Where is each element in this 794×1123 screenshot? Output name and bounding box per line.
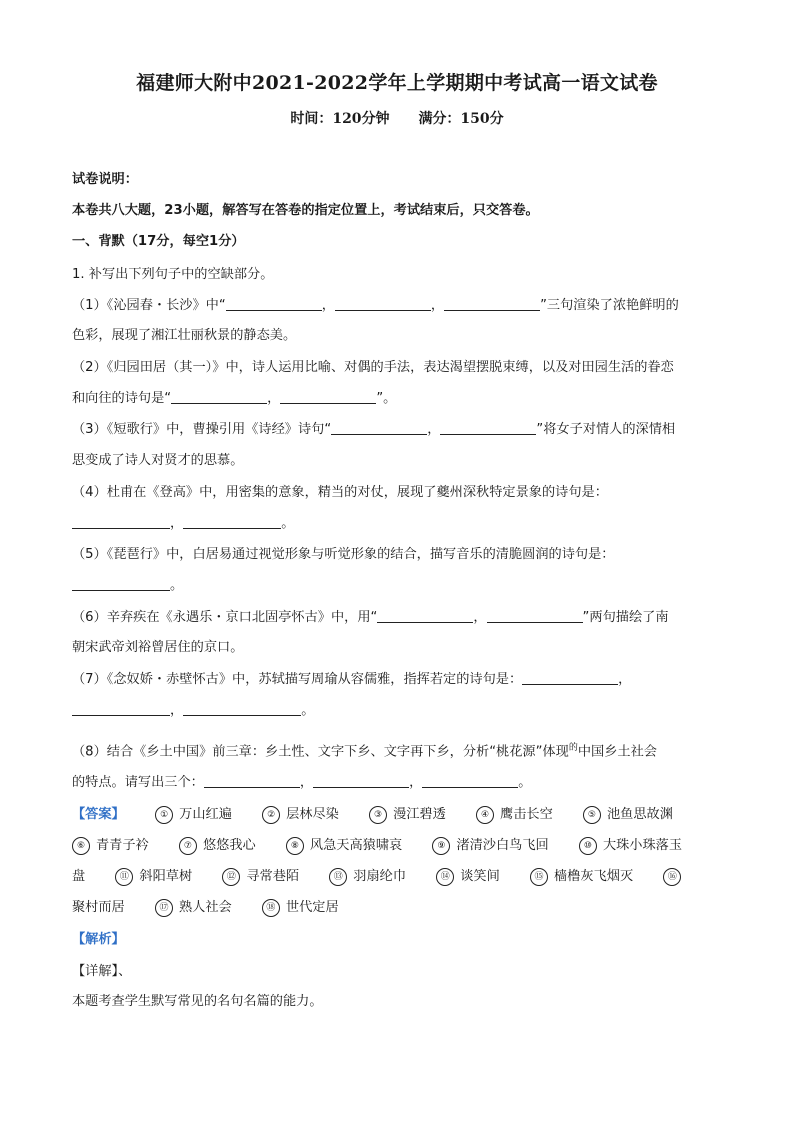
- circled-number: ⑥: [72, 837, 90, 855]
- circled-number: ⑪: [115, 868, 133, 886]
- circled-number: ④: [476, 806, 494, 824]
- answer-blank[interactable]: [313, 773, 409, 788]
- answer-blank[interactable]: [72, 514, 170, 529]
- answer-text: 寻常巷陌: [246, 869, 300, 884]
- page-title: 福建师大附中2021-2022学年上学期期中考试高一语文试卷: [136, 72, 658, 94]
- period: 。: [518, 775, 532, 790]
- intro-text: 本卷共八大题，23小题，解答写在答卷的指定位置上，考试结束后，只交答卷。: [72, 203, 539, 218]
- comma: ，: [170, 516, 184, 531]
- q1-part8-prompt-tail: 中国乡土社会: [577, 744, 657, 760]
- superscript-char: 的: [568, 743, 578, 753]
- answer-item: [179, 836, 256, 856]
- circled-number: ⑨: [432, 837, 450, 855]
- q1-part8-instruction: 的特点。请写出三个：: [72, 775, 204, 790]
- circled-number: ⑮: [530, 868, 548, 886]
- answer-blank[interactable]: [72, 576, 170, 591]
- answer-label: 【答案】: [72, 807, 125, 822]
- answer-text: 世代定居: [285, 900, 339, 915]
- q1-part6-prompt: （6）辛弃疾在《永遇乐・京口北固亭怀古》中，用“: [72, 610, 378, 625]
- q1-part8-line2: [72, 773, 531, 793]
- q1-part2-line2: [72, 389, 396, 409]
- q1-part5-line1: （5）《琵琶行》中，白居易通过视觉形象与听觉形象的结合，描写音乐的清脆圆润的诗句是：: [72, 547, 615, 562]
- q1-part6-line2: 朝宋武帝刘裕曾居住的京口。: [72, 640, 244, 655]
- period: 。: [301, 703, 315, 718]
- answer-blank[interactable]: [440, 420, 536, 435]
- answer-text: 羽扇纶巾: [353, 869, 407, 884]
- answer-item: [432, 836, 548, 856]
- answer-blank[interactable]: [422, 773, 518, 788]
- comma: ，: [170, 703, 184, 718]
- answer-blank[interactable]: [72, 701, 170, 716]
- q1-part2-prompt: 和向往的诗句是“: [72, 391, 172, 406]
- q1-part8-line1: [72, 738, 657, 762]
- answer-blank[interactable]: [183, 701, 301, 716]
- answer-item: [262, 805, 339, 825]
- answer-blank[interactable]: [522, 670, 618, 685]
- answer-blank[interactable]: [487, 608, 583, 623]
- exam-score: 满分：150分: [418, 111, 504, 127]
- q1-part2-tail: ”。: [376, 391, 397, 406]
- answer-item: [286, 836, 402, 856]
- answer-line-4: [72, 898, 339, 918]
- answer-text: 谈笑间: [460, 869, 500, 884]
- answer-text: 漫江碧透: [393, 807, 446, 822]
- answer-item: [262, 898, 339, 918]
- comma: ，: [427, 422, 441, 437]
- section-title: 一、背默（17分，每空1分）: [72, 234, 245, 249]
- q1-part6-tail: ”两句描绘了南: [582, 610, 669, 625]
- answer-blank[interactable]: [331, 420, 427, 435]
- answer-text: 层林尽染: [286, 807, 339, 822]
- answer-line-1: [72, 805, 673, 825]
- answer-text: 斜阳草树: [139, 869, 193, 884]
- answer-item: [369, 805, 446, 825]
- answer-item: [155, 805, 232, 825]
- answer-item: [530, 867, 633, 887]
- answer-line-3: [72, 867, 687, 887]
- period: 。: [170, 578, 184, 593]
- circled-number: ⑫: [222, 868, 240, 886]
- q1-part2-line1: （2）《归园田居（其一）》中，诗人运用比喻、对偶的手法，表达渴望摆脱束缚，以及对田园生活的眷恋: [72, 360, 674, 375]
- q1-part5-line2: [72, 576, 183, 596]
- comma: ，: [321, 298, 335, 313]
- analysis-text: 本题考查学生默写常见的名句名篇的能力。: [72, 994, 323, 1009]
- answer-text: 悠悠我心: [202, 838, 256, 853]
- q1-part8-prompt: （8）结合《乡土中国》前三章：乡土性、文字下乡、文字再下乡，分析“桃花源”体现: [72, 744, 569, 760]
- detail-label: 【详解】、: [72, 964, 132, 979]
- answer-blank[interactable]: [183, 514, 281, 529]
- circled-number: ⑭: [436, 868, 454, 886]
- circled-number: ①: [155, 806, 173, 824]
- answer-text: 池鱼思故渊: [606, 807, 673, 822]
- answer-blank[interactable]: [444, 296, 540, 311]
- answer-item: [72, 836, 149, 856]
- circled-number: ⑧: [286, 837, 304, 855]
- answer-text: 风急天高猿啸哀: [309, 838, 403, 853]
- q1-part3-line2: 思变成了诗人对贤才的思慕。: [72, 453, 244, 468]
- answer-text: 熟人社会: [178, 900, 232, 915]
- q1-part4-line2: [72, 514, 294, 534]
- answer-item: [579, 836, 682, 856]
- comma: ，: [618, 672, 632, 687]
- q1-part3-prompt: （3）《短歌行》中，曹操引用《诗经》诗句“: [72, 422, 332, 437]
- comma: ，: [473, 610, 487, 625]
- comma: ，: [299, 775, 314, 790]
- circled-number: ⑱: [262, 899, 280, 917]
- exam-meta: [0, 108, 794, 128]
- circled-number: ③: [369, 806, 387, 824]
- answer-blank[interactable]: [226, 296, 322, 311]
- comma: ，: [409, 775, 423, 790]
- period: 。: [281, 516, 295, 531]
- q1-part4-line1: （4）杜甫在《登高》中，用密集的意象，精当的对仗，展现了夔州深秋特定景象的诗句是：: [72, 485, 608, 500]
- q1-part1-tail: ”三句渲染了浓艳鲜明的: [540, 298, 679, 313]
- circled-number: ⑦: [179, 837, 197, 855]
- circled-number: ⑰: [155, 899, 173, 917]
- answer-text: 万山红遍: [179, 807, 232, 822]
- comma: ，: [430, 298, 445, 313]
- circled-number: ⑤: [583, 806, 601, 824]
- q1-part1-line2: 色彩，展现了湘江壮丽秋景的静态美。: [72, 328, 297, 343]
- question-stem: 1. 补写出下列句子中的空缺部分。: [72, 267, 274, 282]
- answer-item: [115, 867, 192, 887]
- comma: ，: [267, 391, 281, 406]
- answer-item: [436, 867, 500, 887]
- q1-part1-line1: [72, 296, 679, 316]
- answer-text: 渚清沙白鸟飞回: [456, 838, 549, 853]
- answer-line-2: [72, 836, 682, 856]
- answer-text: 青青子衿: [96, 838, 149, 853]
- answer-item: [329, 867, 406, 887]
- circled-number: ②: [262, 806, 280, 824]
- answer-text: 盘: [72, 869, 86, 884]
- q1-part7-line1: [72, 670, 631, 690]
- q1-part3-tail: ”将女子对情人的深情相: [536, 422, 676, 437]
- q1-part1-prompt: （1）《沁园春・长沙》中“: [72, 298, 226, 313]
- q1-part6-line1: [72, 608, 669, 628]
- answer-blank[interactable]: [204, 773, 300, 788]
- answer-blank[interactable]: [280, 389, 376, 404]
- circled-number: ⑩: [579, 837, 597, 855]
- answer-item: [583, 805, 673, 825]
- answer-text: 聚村而居: [72, 900, 125, 915]
- q1-part7-prompt: （7）《念奴娇・赤壁怀古》中，苏轼描写周瑜从容儒雅，指挥若定的诗句是：: [72, 672, 523, 687]
- answer-blank[interactable]: [377, 608, 473, 623]
- answer-text: 大珠小珠落玉: [602, 838, 683, 853]
- exam-time: 时间：120分钟: [290, 111, 390, 127]
- answer-item: [476, 805, 553, 825]
- answer-blank[interactable]: [171, 389, 267, 404]
- analysis-label: 【解析】: [72, 932, 125, 947]
- answer-text: 樯橹灰飞烟灭: [554, 869, 634, 884]
- circled-number: ⑯: [663, 868, 681, 886]
- circled-number: ⑬: [329, 868, 347, 886]
- answer-text: 鹰击长空: [500, 807, 553, 822]
- answer-item: [222, 867, 299, 887]
- answer-item: [155, 898, 232, 918]
- intro-heading: 试卷说明：: [72, 172, 138, 187]
- answer-blank[interactable]: [335, 296, 431, 311]
- q1-part3-line1: [72, 420, 675, 440]
- q1-part7-line2: [72, 701, 314, 721]
